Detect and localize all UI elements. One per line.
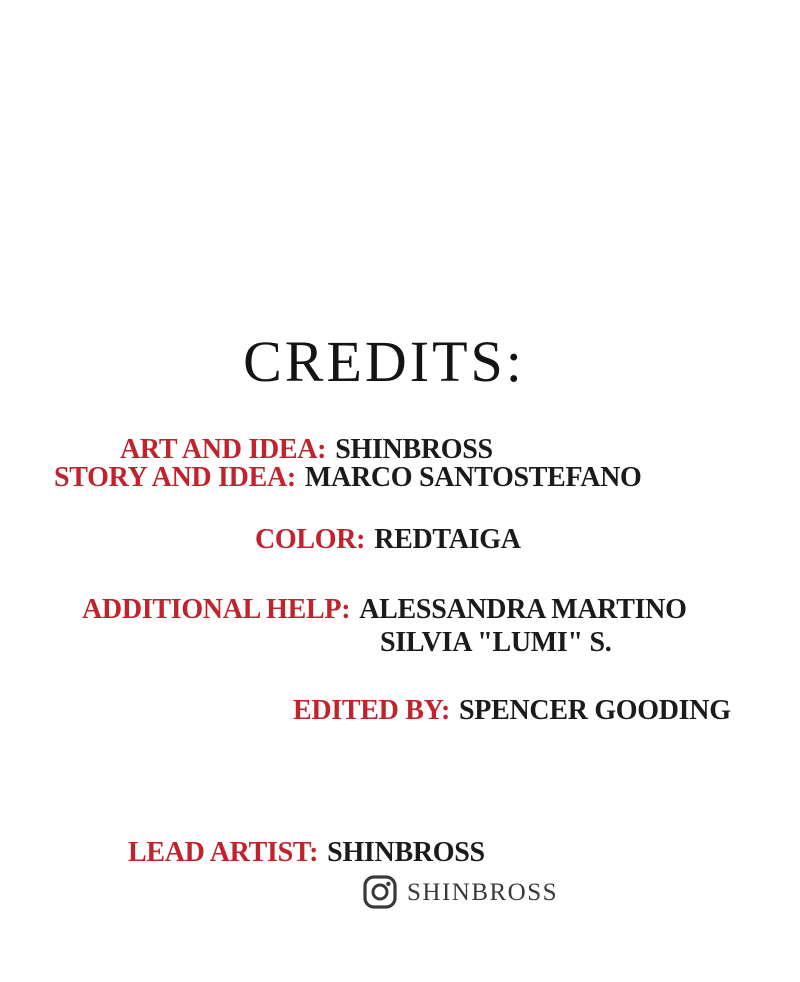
credit-value: MARCO SANTOSTEFANO [304, 462, 642, 493]
credit-value: SHINBROSS [327, 837, 485, 868]
credit-row-art-and-idea [120, 436, 493, 464]
credit-label: COLOR: [255, 524, 366, 555]
credit-label: STORY AND IDEA: [54, 462, 296, 493]
page-title: CREDITS: [243, 329, 525, 394]
credit-row-lead-artist [128, 839, 485, 867]
credit-label: ART AND IDEA: [120, 434, 327, 465]
credit-value: SPENCER GOODING [459, 695, 731, 726]
credit-row-additional-help [82, 596, 687, 624]
credit-label: EDITED BY: [293, 695, 451, 726]
credit-row-edited-by [293, 697, 731, 725]
credit-value: SHINBROSS [335, 434, 493, 465]
credit-row-additional-help-continued [380, 629, 611, 657]
credit-value: REDTAIGA [374, 524, 521, 555]
credit-label: LEAD ARTIST: [128, 837, 319, 868]
credit-value: SILVIA "LUMI" S. [380, 627, 612, 658]
credit-value: ALESSANDRA MARTINO [359, 594, 687, 625]
social-handle-text: SHINBROSS [407, 878, 559, 906]
social-handle-row [363, 875, 558, 909]
credit-row-story-and-idea [54, 464, 642, 492]
instagram-icon [363, 875, 397, 909]
credit-row-color [255, 526, 521, 554]
credit-label: ADDITIONAL HELP: [82, 594, 351, 625]
